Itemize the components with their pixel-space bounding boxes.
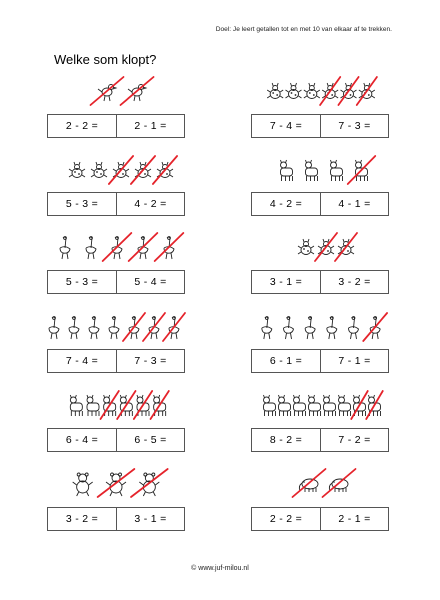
picture-group [66,468,166,498]
meerkat-icon [49,317,59,339]
giraffe-icon [262,317,272,339]
cat-icon [339,395,351,416]
ladybug-icon [304,83,320,99]
bird-group-icon [92,76,152,106]
option-right[interactable]: 7 - 3 = [320,115,388,137]
exercise-box [251,507,389,531]
option-left[interactable]: 6 - 4 = [65,434,99,446]
cross-out-mark [121,77,154,105]
bird-icon [128,85,146,102]
option-right[interactable]: 2 - 1 = [116,115,184,137]
cat-group-icon [262,390,382,420]
picture-group [256,312,386,342]
bear-icon [73,473,93,496]
cross-out-mark [323,469,356,497]
option-left[interactable]: 6 - 1 = [269,355,303,367]
kangaroo-icon [70,395,82,416]
cow-icon [306,160,318,181]
elephant-icon [299,479,318,492]
giraffe-icon [305,317,315,339]
option-left[interactable]: 7 - 4 = [65,355,99,367]
cow-icon [331,160,343,181]
option-right[interactable]: 7 - 2 = [320,429,388,451]
option-right[interactable]: 2 - 1 = [320,508,388,530]
exercise-box [251,349,389,373]
meerkat-icon [89,317,99,339]
meerkat-group-icon [44,312,184,342]
picture-group [296,232,356,262]
cat-icon [309,395,321,416]
giraffe-icon [327,317,337,339]
option-right[interactable]: 7 - 3 = [116,350,184,372]
exercise-box [47,192,185,216]
picture-group [262,390,382,420]
cat-icon [264,395,276,416]
picture-group [92,76,152,106]
bird-icon [98,85,116,102]
cat-icon [324,395,336,416]
option-right[interactable]: 3 - 1 = [116,508,184,530]
kangaroo-group-icon [68,390,168,420]
giraffe-icon [284,317,294,339]
bee-icon [298,239,314,255]
picture-group [266,76,376,106]
option-right[interactable]: 3 - 2 = [320,271,388,293]
exercise-box [47,507,185,531]
option-right[interactable]: 4 - 2 = [116,193,184,215]
picture-group [68,390,168,420]
crab-icon [69,162,85,178]
option-left[interactable]: 5 - 3 = [65,198,99,210]
cross-out-mark [91,77,124,105]
bee-group-icon [296,232,356,262]
picture-group [44,312,184,342]
picture-group [52,232,182,262]
page-title: Welke som klopt? [54,52,157,67]
cat-icon [279,395,291,416]
ladybug-icon [286,83,302,99]
cow-icon [281,160,293,181]
cross-out-mark [109,156,133,184]
option-left[interactable]: 4 - 2 = [269,198,303,210]
option-left[interactable]: 3 - 2 = [65,513,99,525]
ladybug-icon [267,83,283,99]
cross-out-mark [153,156,177,184]
exercise-box [47,349,185,373]
cross-out-mark [315,233,337,261]
option-right[interactable]: 7 - 1 = [320,350,388,372]
elephant-group-icon [294,468,354,498]
exercise-box [251,270,389,294]
exercise-box [47,114,185,138]
cross-out-mark [335,233,357,261]
ladybug-group-icon [266,76,376,106]
bear-icon [106,473,126,496]
cross-out-mark [293,469,326,497]
option-left[interactable]: 8 - 2 = [269,434,303,446]
exercise-box [251,428,389,452]
giraffe-group-icon [256,312,386,342]
crab-icon [91,162,107,178]
crab-group-icon [66,155,176,185]
picture-group [66,155,176,185]
option-right[interactable]: 6 - 5 = [116,429,184,451]
option-left[interactable]: 2 - 2 = [269,513,303,525]
ostrich-icon [60,237,70,259]
cow-group-icon [274,155,374,185]
picture-group [274,155,374,185]
exercise-box [251,114,389,138]
option-right[interactable]: 4 - 1 = [320,193,388,215]
kangaroo-icon [87,395,99,416]
option-left[interactable]: 5 - 3 = [65,276,99,288]
option-left[interactable]: 7 - 4 = [269,120,303,132]
footer-copyright: © www.juf-milou.nl [191,565,249,572]
meerkat-icon [69,317,79,339]
ostrich-icon [86,237,96,259]
exercise-box [251,192,389,216]
bear-group-icon [66,468,166,498]
elephant-icon [329,479,348,492]
exercise-box [47,428,185,452]
option-left[interactable]: 3 - 1 = [269,276,303,288]
option-right[interactable]: 5 - 4 = [116,271,184,293]
option-left[interactable]: 2 - 2 = [65,120,99,132]
goal-text: Doel: Je leert getallen tot en met 10 van elkaar af te trekken. [215,26,392,33]
picture-group [294,468,354,498]
ostrich-group-icon [52,232,182,262]
exercise-box [47,270,185,294]
giraffe-icon [349,317,359,339]
cat-icon [294,395,306,416]
cross-out-mark [131,156,155,184]
bear-icon [139,473,159,496]
meerkat-icon [109,317,119,339]
